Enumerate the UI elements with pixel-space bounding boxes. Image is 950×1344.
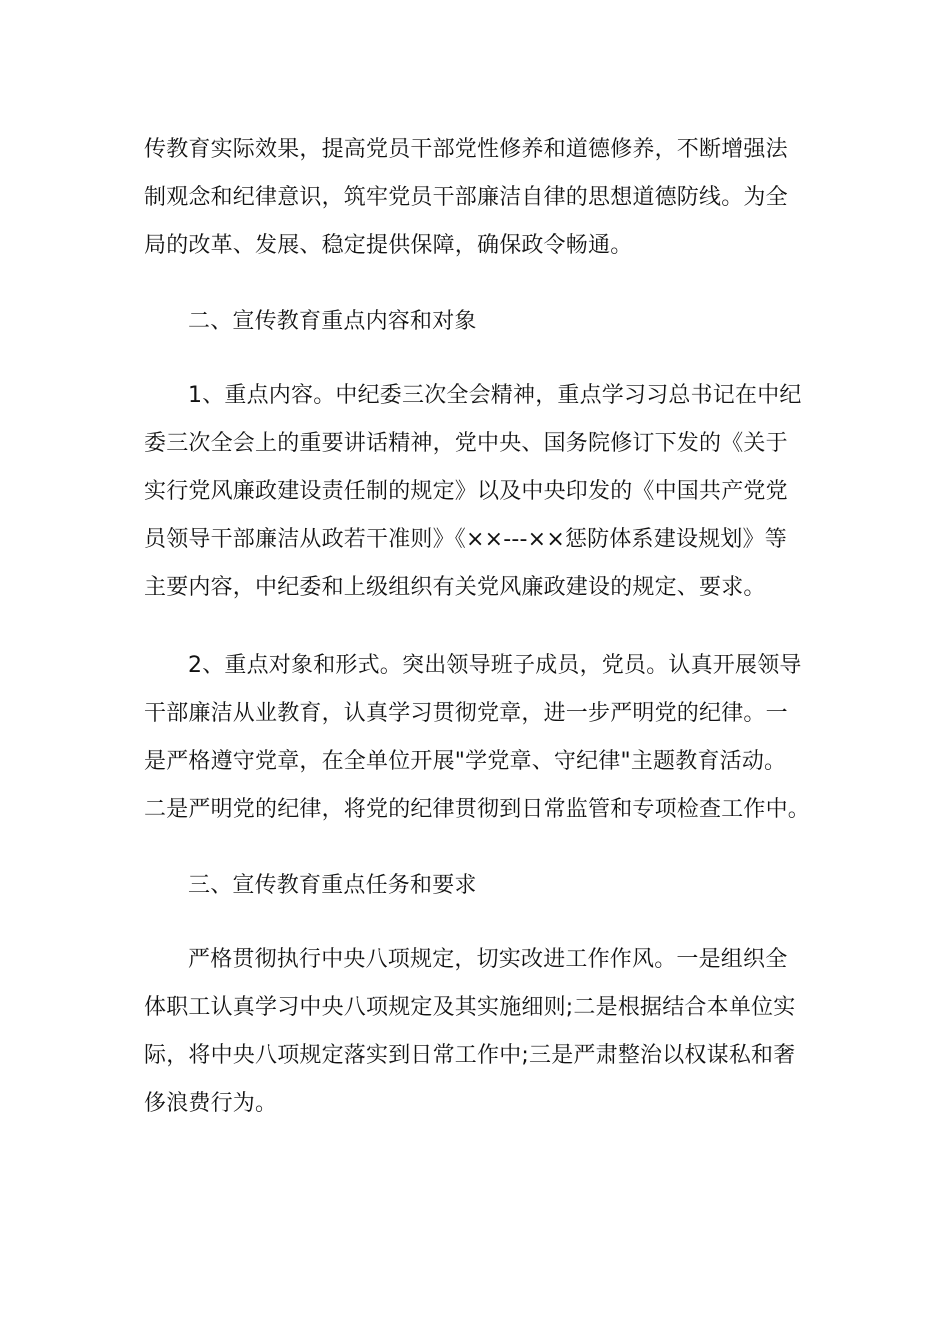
paragraph-line: 局的改革、发展、稳定提供保障，确保政令畅通。 bbox=[144, 233, 633, 258]
paragraph-continuation bbox=[144, 126, 814, 270]
paragraph-line: 是严格遵守党章，在全单位开展"学党章、守纪律"主题教育活动。 bbox=[144, 749, 787, 774]
paragraph-line: 制观念和纪律意识，筑牢党员干部廉洁自律的思想道德防线。为全 bbox=[144, 185, 788, 210]
section-heading-3 bbox=[144, 862, 814, 910]
paragraph-key-targets bbox=[144, 642, 814, 834]
heading-line: 三、宣传教育重点任务和要求 bbox=[188, 873, 477, 898]
section-heading-2 bbox=[144, 298, 814, 346]
paragraph-line: 际，将中央八项规定落实到日常工作中;三是严肃整治以权谋私和奢 bbox=[144, 1043, 796, 1068]
paragraph-line: 二是严明党的纪律，将党的纪律贯彻到日常监管和专项检查工作中。 bbox=[144, 797, 811, 822]
paragraph-line: 2、重点对象和形式。突出领导班子成员，党员。认真开展领导 bbox=[188, 653, 802, 678]
paragraph-key-content bbox=[144, 372, 814, 612]
paragraph-line: 主要内容，中纪委和上级组织有关党风廉政建设的规定、要求。 bbox=[144, 575, 766, 600]
paragraph-line: 1、重点内容。中纪委三次全会精神，重点学习习总书记在中纪 bbox=[188, 383, 802, 408]
paragraph-line: 委三次全会上的重要讲话精神，党中央、国务院修订下发的《关于 bbox=[144, 431, 788, 456]
paragraph-line: 实行党风廉政建设责任制的规定》以及中央印发的《中国共产党党 bbox=[144, 479, 788, 504]
paragraph-eight-rules bbox=[144, 936, 814, 1128]
heading-line: 二、宣传教育重点内容和对象 bbox=[188, 309, 477, 334]
paragraph-line: 传教育实际效果，提高党员干部党性修养和道德修养，不断增强法 bbox=[144, 137, 788, 162]
paragraph-line: 严格贯彻执行中央八项规定，切实改进工作作风。一是组织全 bbox=[188, 947, 788, 972]
paragraph-line: 员领导干部廉洁从政若干准则》《××---××惩防体系建设规划》等 bbox=[144, 527, 787, 552]
paragraph-line: 体职工认真学习中央八项规定及其实施细则;二是根据结合本单位实 bbox=[144, 995, 796, 1020]
paragraph-line: 干部廉洁从业教育，认真学习贯彻党章，进一步严明党的纪律。一 bbox=[144, 701, 788, 726]
paragraph-line: 侈浪费行为。 bbox=[144, 1091, 278, 1116]
